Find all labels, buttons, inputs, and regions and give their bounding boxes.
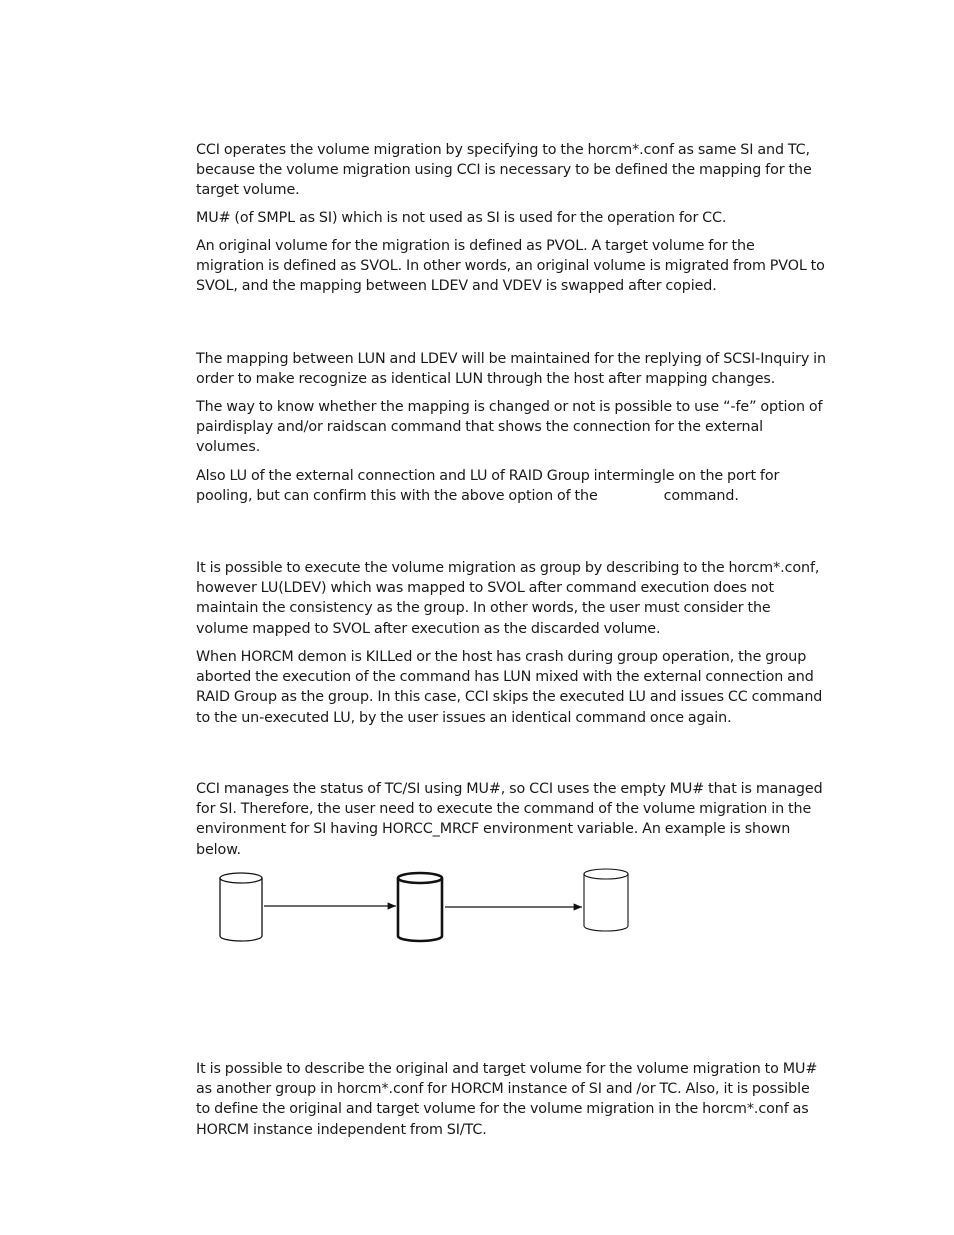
- paragraph-1: CCI operates the volume migration by specifying to the horcm*.conf as same SI and TC, because the volume migration using CCI is necessary to be defined the mapping for the target volume.: [196, 142, 812, 199]
- paragraph-4: The mapping between LUN and LDEV will be maintained for the replying of SCSI-Inquiry in order to make recognize as identical LUN through the host after mapping changes.: [196, 351, 826, 388]
- volume-migration-diagram: [214, 864, 634, 948]
- paragraph-9: CCI manages the status of TC/SI using MU#, so CCI uses the empty MU# that is managed for SI. Therefore, the user need to execute the command of the volume migration in the environment for SI having HORCC_MRCF environment variable. An example is shown below.: [196, 781, 823, 858]
- target-volume-cylinder: [584, 869, 628, 931]
- paragraph-5: The way to know whether the mapping is changed or not is possible to use “-fe” option of pairdisplay and/or raidscan command that shows the connection for the external volumes.: [196, 399, 823, 456]
- paragraph-10: It is possible to describe the original and target volume for the volume migration to MU# as another group in horcm*.conf for HORCM instance of SI and /or TC. Also, it is possible to define the original and target volume for the volume migration in the horcm*.conf as HORCM instance independent from SI/TC.: [196, 1061, 818, 1138]
- paragraph-6-command: command.: [663, 488, 739, 505]
- paragraph-6-text: Also LU of the external connection and LU of RAID Group intermingle on the port for pooling, but can confirm this with the above option of the: [196, 468, 780, 505]
- paragraph-6: [196, 466, 826, 506]
- paragraph-8: When HORCM demon is KILLed or the host has crash during group operation, the group aborted the execution of the command has LUN mixed with the external connection and RAID Group as the group. In this case, CCI skips the executed LU and issues CC command to the un-executed LU, by the user issues an identical command once again.: [196, 649, 823, 726]
- source-volume-cylinder: [220, 873, 262, 941]
- intermediate-volume-cylinder: [398, 873, 442, 941]
- paragraph-2: MU# (of SMPL as SI) which is not used as SI is used for the operation for CC.: [196, 210, 727, 226]
- paragraph-3: An original volume for the migration is defined as PVOL. A target volume for the migration is defined as SVOL. In other words, an original volume is migrated from PVOL to SVOL, and the mapping between LDEV and VDEV is swapped after copied.: [196, 238, 825, 295]
- paragraph-7: It is possible to execute the volume migration as group by describing to the horcm*.conf, however LU(LDEV) which was mapped to SVOL after command execution does not maintain the consistency as the group. In other words, the user must consider the volume mapped to SVOL after execution as the discarded volume.: [196, 560, 820, 637]
